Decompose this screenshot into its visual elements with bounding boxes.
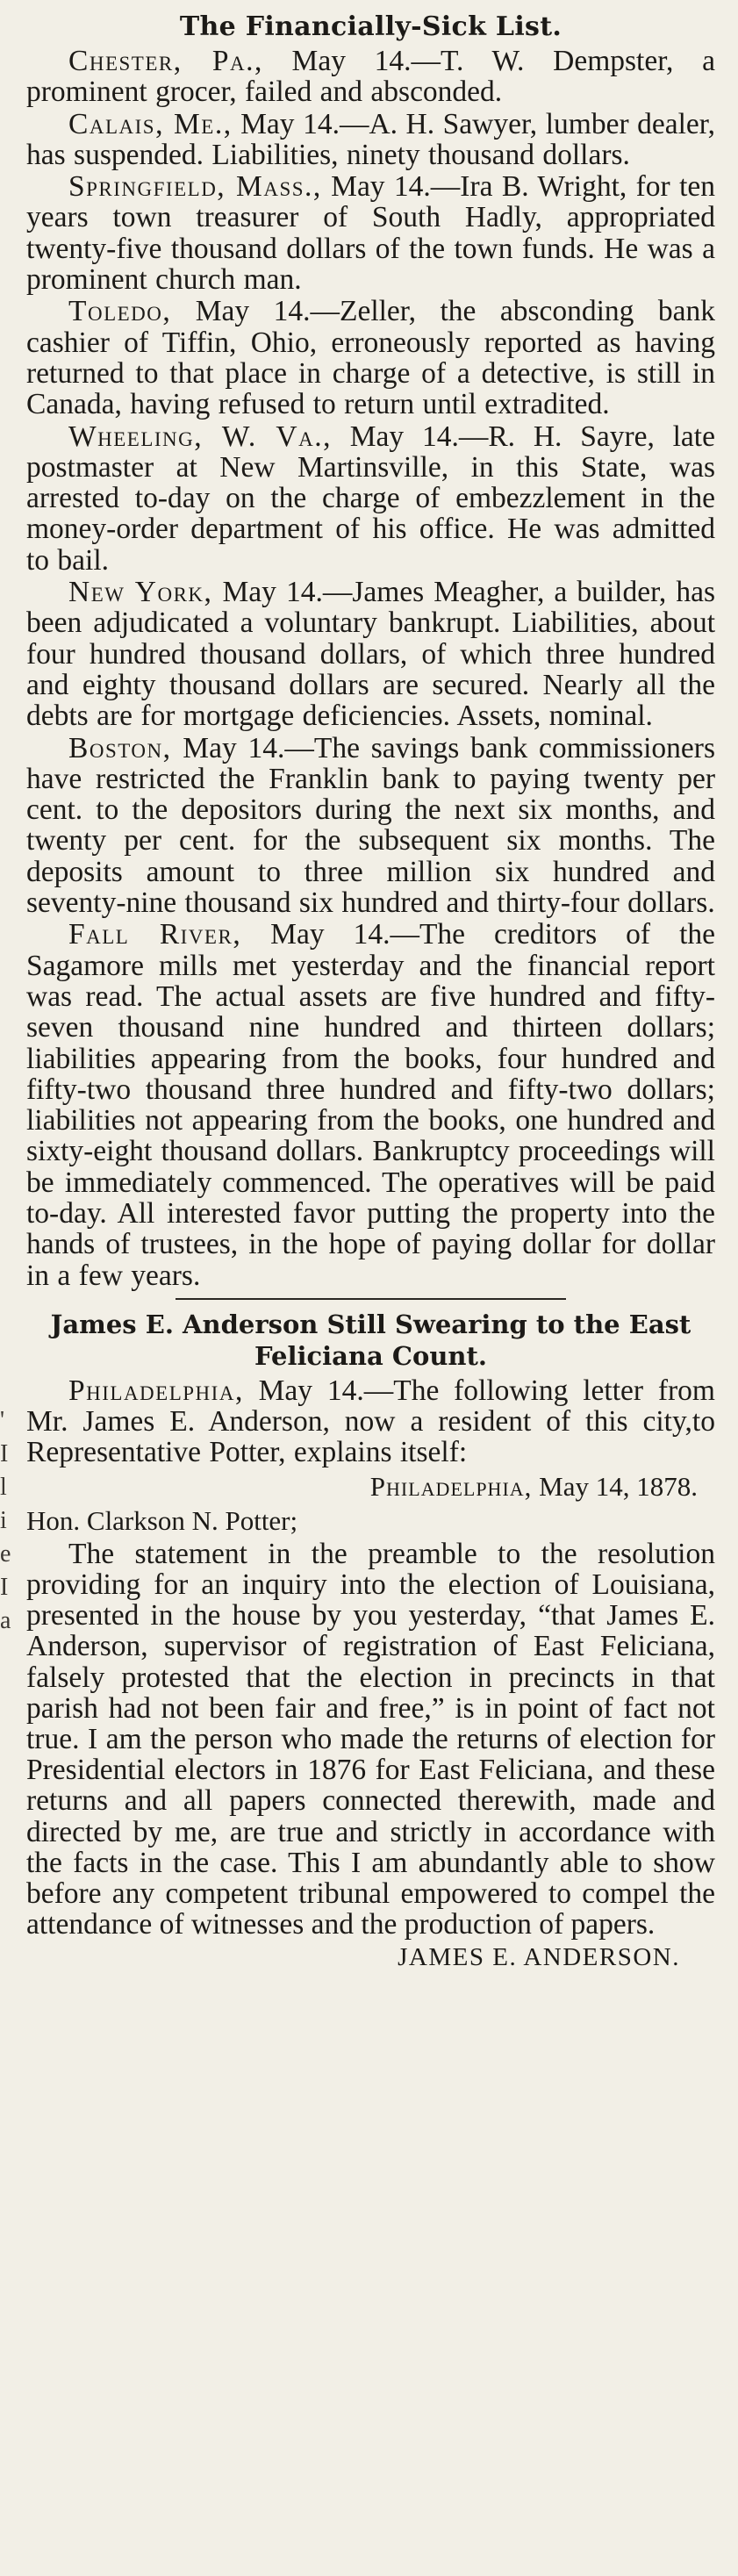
news-item-text: May 14.—James Meagher, a builder, has been adjudicated a voluntary bankrupt. Liabilities, about four hundred thousand dollars, of which three hundred and eighty thousand dollars are secured. Nearly all the debts are for mortgage deficiencies. Assets, nominal. [26, 576, 715, 733]
news-item-text: May 14.—The following letter from Mr. James E. Anderson, now a resident of this city,to Representative Potter, explains itself: [26, 1374, 715, 1469]
letter-body: The statement in the preamble to the resolution providing for an inquiry into the election of Louisiana, presented in the house by you yesterday, “that James E. Anderson, supervisor of registration of East Feliciana, falsely protested that the election in precincts in that parish had not been fair and free,” is in point of fact not true. I am the person who made the returns of election for Presidential electors in 1876 for East Feliciana, and these returns and all papers connected therewith, made and directed by me, are true and strictly in accordance with the facts in the case. This I am abundantly able to show before any competent tribunal empowered to compel the attendance of witnesses and the production of papers. [26, 1537, 715, 1941]
dateline: Chester, Pa., [68, 45, 263, 77]
dateline: Toledo, [68, 295, 172, 328]
letter-place: Philadelphia, [369, 1470, 533, 1502]
margin-fragment: e [0, 1540, 11, 1568]
margin-fragment: I [0, 1440, 9, 1467]
news-item-text: May 14.—The creditors of the Sagamore mills met yesterday and the financial report was read. The actual assets are five hundred and fifty-seven thousand nine hundred and thirteen dollars; liabilities appearing from the books, four hundred and fifty-two thousand three hundred and fifty-two dollars; liabilities not appearing from the books, one hundred and sixty-eight thousand dollars. Bankruptcy proceedings will be immediately commenced. The operatives will be paid to-day. All interested favor putting the property into the hands of trustees, in the hope of paying dollar for dollar in a few years. [26, 918, 715, 1292]
letter-date: May 14, 1878. [532, 1470, 698, 1502]
letter-signature: JAMES E. ANDERSON. [398, 1943, 680, 1972]
article-divider [176, 1298, 566, 1300]
letter-salutation: Hon. Clarkson N. Potter; [26, 1504, 298, 1536]
news-item-text: May 14.—T. W. Dempster, a prominent grocer, failed and absconded. [26, 45, 715, 109]
dateline: New York, [68, 576, 213, 609]
news-item-philadelphia [26, 1375, 715, 1468]
news-item-text: May 14.—R. H. Sayre, late postmaster at New Martinsville, in this State, was arrested to-day on the charge of embezzlement in the money-order department of his office. He was admitted to bail. [26, 420, 715, 577]
news-item-toledo [26, 296, 715, 420]
article-headline-anderson: James E. Anderson Still Swearing to the East Feliciana Count. [50, 1309, 691, 1371]
news-item-text: May 14.—The savings bank commissioners have restricted the Franklin bank to paying twenty per cent. to the depositors during the next six months, and twenty per cent. for the subsequent six months. The deposits amount to three million six hundred and seventy-nine thousand six hundred and thirty-four dollars. [26, 731, 715, 920]
margin-fragment: ' [0, 1407, 5, 1434]
margin-fragment: i [0, 1507, 7, 1534]
dateline: Wheeling, W. Va., [68, 420, 332, 453]
margin-fragment: a [0, 1607, 11, 1634]
news-item-wheeling [26, 421, 715, 576]
news-item-springfield [26, 171, 715, 295]
news-item-calais [26, 109, 715, 171]
margin-fragment: I [0, 1574, 9, 1601]
news-item-chester [26, 46, 715, 108]
article-headline-financially-sick-list: The Financially-Sick List. [179, 11, 562, 42]
news-item-new-york [26, 577, 715, 731]
news-item-text: May 14.—Ira B. Wright, for ten years town treasurer of South Hadly, appropriated twenty-five thousand dollars of the town funds. He was a prominent church man. [26, 170, 715, 297]
margin-fragments [0, 1404, 9, 1638]
dateline: Philadelphia, [68, 1374, 244, 1407]
margin-fragment: l [0, 1474, 7, 1501]
news-item-fall-river [26, 919, 715, 1291]
news-item-text: May 14.—Zeller, the absconding bank cashier of Tiffin, Ohio, erroneously reported as having returned to that place in charge of a detective, is still in Canada, having refused to return until extradited. [26, 295, 715, 421]
letter-dateline [26, 1470, 698, 1503]
news-item-text: May 14.—A. H. Sawyer, lumber dealer, has suspended. Liabilities, ninety thousand dollars. [26, 107, 715, 171]
dateline: Boston, [68, 731, 172, 764]
news-item-boston [26, 733, 715, 919]
dateline: Fall River, [68, 918, 242, 951]
dateline: Springfield, Mass., [68, 170, 322, 204]
dateline: Calais, Me., [68, 107, 233, 140]
